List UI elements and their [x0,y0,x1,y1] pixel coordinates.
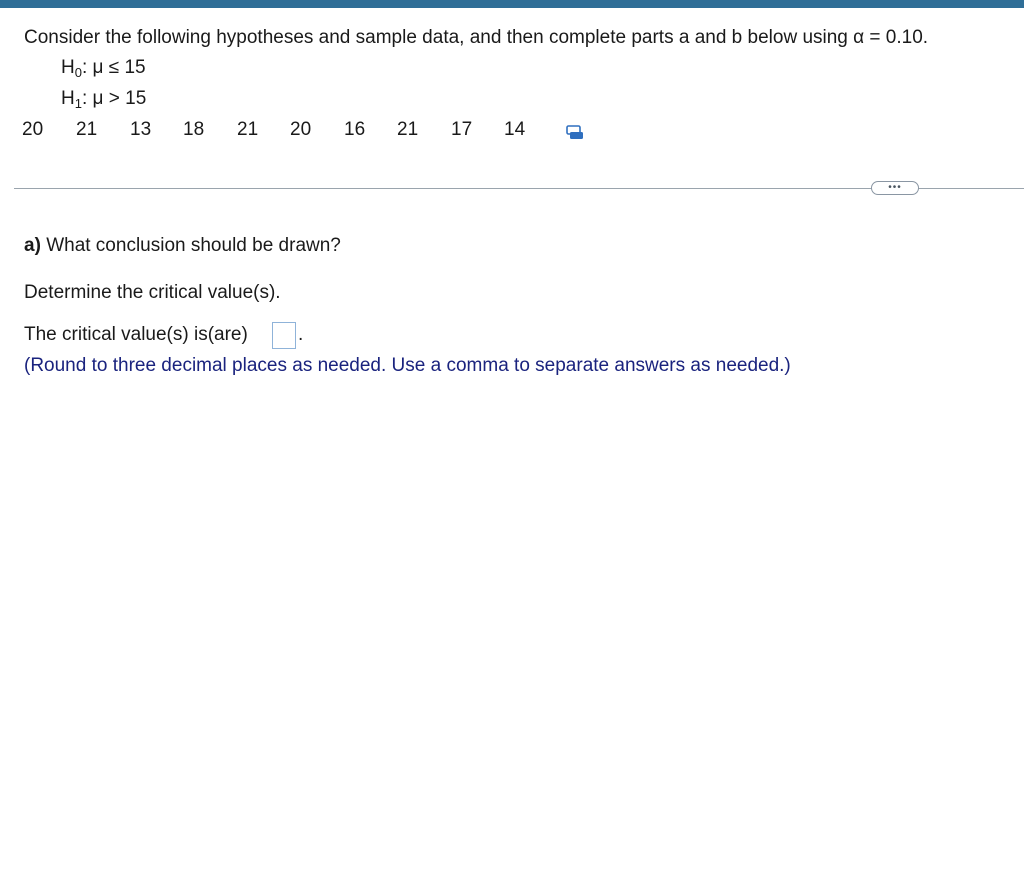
critical-value-input[interactable] [272,322,296,349]
sentence-period: . [298,324,304,345]
sample-value: 20 [22,119,44,140]
critical-value-prompt: The critical value(s) is(are) [24,324,248,345]
sample-value: 14 [504,119,526,140]
null-hypothesis-statement: : μ ≤ 15 [81,57,146,78]
sample-value: 21 [76,119,98,140]
sample-value: 16 [344,119,366,140]
sample-value: 21 [237,119,259,140]
alternative-hypothesis [61,87,146,116]
top-accent-bar [0,0,1024,8]
part-a-label: a) [24,235,41,256]
null-hypothesis [61,56,146,85]
rounding-instructions: (Round to three decimal places as needed. Use a comma to separate answers as needed.) [24,355,791,376]
alternative-hypothesis-symbol: H [61,88,75,109]
sample-value: 18 [183,119,205,140]
sample-value: 13 [130,119,152,140]
alternative-hypothesis-subscript: 1 [74,96,82,111]
part-a-question [24,234,341,258]
more-options-button[interactable]: ••• [871,181,919,195]
alternative-hypothesis-statement: : μ > 15 [81,88,147,109]
sample-value: 20 [290,119,312,140]
part-a-question-text: What conclusion should be drawn? [46,235,341,256]
determine-instruction: Determine the critical value(s). [24,282,281,303]
problem-intro: Consider the following hypotheses and sample data, and then complete parts a and b below using α = 0.10. [24,27,929,48]
null-hypothesis-symbol: H [61,57,75,78]
null-hypothesis-subscript: 0 [74,65,82,80]
copy-data-icon[interactable] [566,124,584,140]
sample-value: 17 [451,119,473,140]
sample-value: 21 [397,119,419,140]
